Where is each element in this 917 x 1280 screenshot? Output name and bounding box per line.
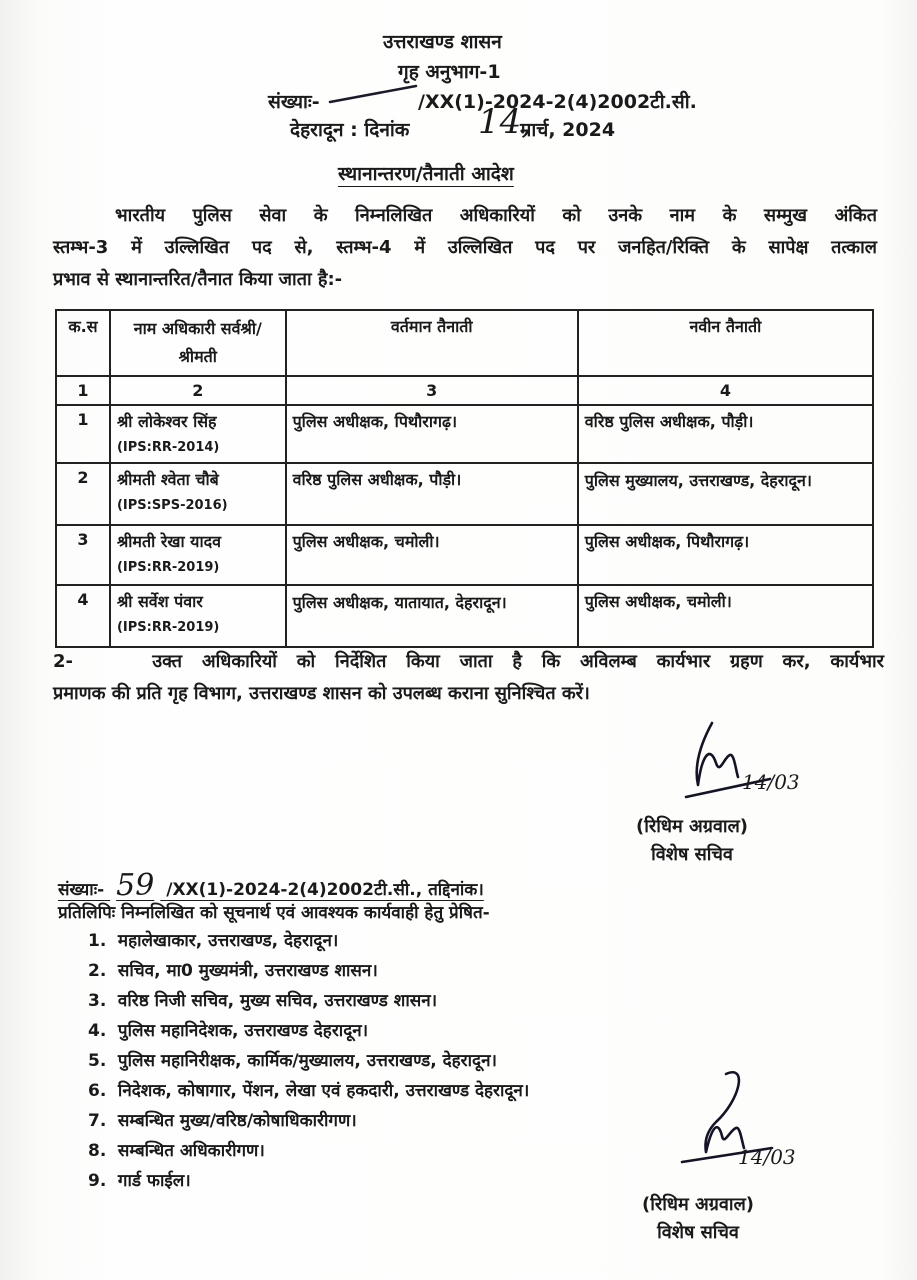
signatory-name: (रिधिम अग्रवाल) — [641, 1194, 755, 1215]
signatory-name: (रिधिम अग्रवाल) — [635, 816, 749, 837]
intro-line-1: भारतीय पुलिस सेवा के निम्नलिखित अधिकारियों को उनके नाम के सम्मुख अंकित — [115, 205, 877, 226]
copy-number-label: संख्याः- — [58, 880, 105, 900]
list-item: 7. सम्बन्धित मुख्य/वरिष्ठ/कोषाधिकारीगण। — [88, 1111, 357, 1131]
intro-line-2: स्तम्भ-3 में उल्लिखित पद से, स्तम्भ-4 में उल्लिखित पद पर जनहित/रिक्ति के सापेक्ष तत्काल — [53, 237, 877, 258]
column-number: 2 — [110, 376, 286, 405]
list-item: 1. महालेखाकार, उत्तराखण्ड, देहरादून। — [88, 931, 339, 951]
copy-number-line — [58, 868, 484, 903]
row-officer — [110, 405, 286, 463]
instruction-line-2: प्रमाणक की प्रति गृह विभाग, उत्तराखण्ड शासन को उपलब्ध कराना सुनिश्चित करें। — [53, 683, 590, 704]
row-officer — [110, 463, 286, 525]
row-serial: 1 — [56, 405, 110, 463]
row-officer — [110, 585, 286, 647]
header-serial: क.स — [56, 310, 110, 376]
handwritten-dash-mark — [328, 80, 420, 110]
officer-name: श्रीमती रेखा यादव — [116, 532, 221, 551]
row-officer — [110, 525, 286, 585]
officer-name: श्री सर्वेश पंवार — [116, 592, 203, 611]
list-item: 6. निदेशक, कोषागार, पेंशन, लेखा एवं हकदारी, उत्तराखण्ड देहरादून। — [88, 1081, 530, 1101]
posting-table — [55, 309, 874, 648]
signatory-block-1 — [612, 814, 772, 866]
column-number: 4 — [578, 376, 873, 405]
copy-number-reference: /XX(1)-2024-2(4)2002टी.सी., तद्दिनांक। — [166, 880, 484, 900]
row-serial: 4 — [56, 585, 110, 647]
order-title: स्थानान्तरण/तैनाती आदेश — [338, 163, 514, 185]
officer-service: (IPS:RR-2019) — [116, 620, 220, 635]
signatory-designation: विशेष सचिव — [657, 1222, 739, 1243]
row-serial: 3 — [56, 525, 110, 585]
column-number: 1 — [56, 376, 110, 405]
copy-intro: प्रतिलिपिः निम्नलिखित को सूचनार्थ एवं आवश्यक कार्यवाही हेतु प्रेषित- — [58, 903, 490, 923]
signatory-block-2 — [618, 1192, 778, 1244]
header-officer-name: नाम अधिकारी सर्वश्री/श्रीमती — [110, 310, 286, 376]
order-date-prefix: देहरादून : दिनांक — [290, 119, 410, 141]
column-number: 3 — [286, 376, 578, 405]
handwritten-date-day: 14, — [478, 102, 533, 142]
list-item: 2. सचिव, मा0 मुख्यमंत्री, उत्तराखण्ड शासन। — [88, 961, 378, 981]
officer-name: श्रीमती श्वेता चौबे — [116, 470, 219, 489]
instruction-paragraph — [53, 646, 884, 710]
list-item: 8. सम्बन्धित अधिकारीगण। — [88, 1141, 265, 1161]
table-row — [56, 463, 873, 525]
row-new-posting: वरिष्ठ पुलिस अधीक्षक, पौड़ी। — [578, 405, 873, 463]
row-current-posting: पुलिस अधीक्षक, पिथौरागढ़। — [286, 405, 578, 463]
recipient-list — [88, 926, 529, 1196]
list-item: 3. वरिष्ठ निजी सचिव, मुख्य सचिव, उत्तराखण्ड शासन। — [88, 991, 438, 1011]
order-date-month-year: मार्च, 2024 — [520, 119, 616, 141]
row-current-posting: पुलिस अधीक्षक, यातायात, देहरादून। — [286, 585, 578, 647]
signature-date-note-1: 14/03 — [742, 770, 800, 794]
section-heading: गृह अनुभाग-1 — [398, 61, 501, 83]
table-row — [56, 405, 873, 463]
header-current-posting: वर्तमान तैनाती — [286, 310, 578, 376]
list-item: 4. पुलिस महानिदेशक, उत्तराखण्ड देहरादून। — [88, 1021, 369, 1041]
row-new-posting: पुलिस अधीक्षक, चमोली। — [578, 585, 873, 647]
table-header-row — [56, 310, 873, 376]
row-new-posting: पुलिस मुख्यालय, उत्तराखण्ड, देहरादून। — [578, 463, 873, 525]
table-row — [56, 525, 873, 585]
signature-mark-1 — [672, 705, 812, 810]
intro-line-3: प्रभाव से स्थानान्तरित/तैनात किया जाता है:- — [53, 269, 343, 290]
header-new-posting: नवीन तैनाती — [578, 310, 873, 376]
list-item: 5. पुलिस महानिरीक्षक, कार्मिक/मुख्यालय, उत्तराखण्ड, देहरादून। — [88, 1051, 497, 1071]
row-serial: 2 — [56, 463, 110, 525]
row-new-posting: पुलिस अधीक्षक, पिथौरागढ़। — [578, 525, 873, 585]
instruction-line-1: 2- उक्त अधिकारियों को निर्देशित किया जाता है कि अविलम्ब कार्यभार ग्रहण कर, कार्यभार — [53, 651, 884, 672]
signature-date-note-2: 14/03 — [738, 1145, 796, 1169]
officer-service: (IPS:SPS-2016) — [116, 498, 228, 513]
column-number-row — [56, 376, 873, 405]
row-current-posting: पुलिस अधीक्षक, चमोली। — [286, 525, 578, 585]
officer-name: श्री लोकेश्वर सिंह — [116, 412, 217, 431]
table-row — [56, 585, 873, 647]
officer-service: (IPS:RR-2019) — [116, 560, 220, 575]
signatory-designation: विशेष सचिव — [651, 844, 733, 865]
officer-service: (IPS:RR-2014) — [116, 440, 220, 455]
copy-number-handwritten: 59 — [116, 868, 155, 903]
intro-paragraph — [53, 200, 877, 296]
government-heading: उत्तराखण्ड शासन — [383, 31, 502, 53]
order-number-reference: /XX(1)-2024-2(4)2002टी.सी. — [418, 91, 697, 113]
order-number-label: संख्याः- — [268, 91, 320, 113]
list-item: 9. गार्ड फाईल। — [88, 1171, 191, 1191]
row-current-posting: वरिष्ठ पुलिस अधीक्षक, पौड़ी। — [286, 463, 578, 525]
